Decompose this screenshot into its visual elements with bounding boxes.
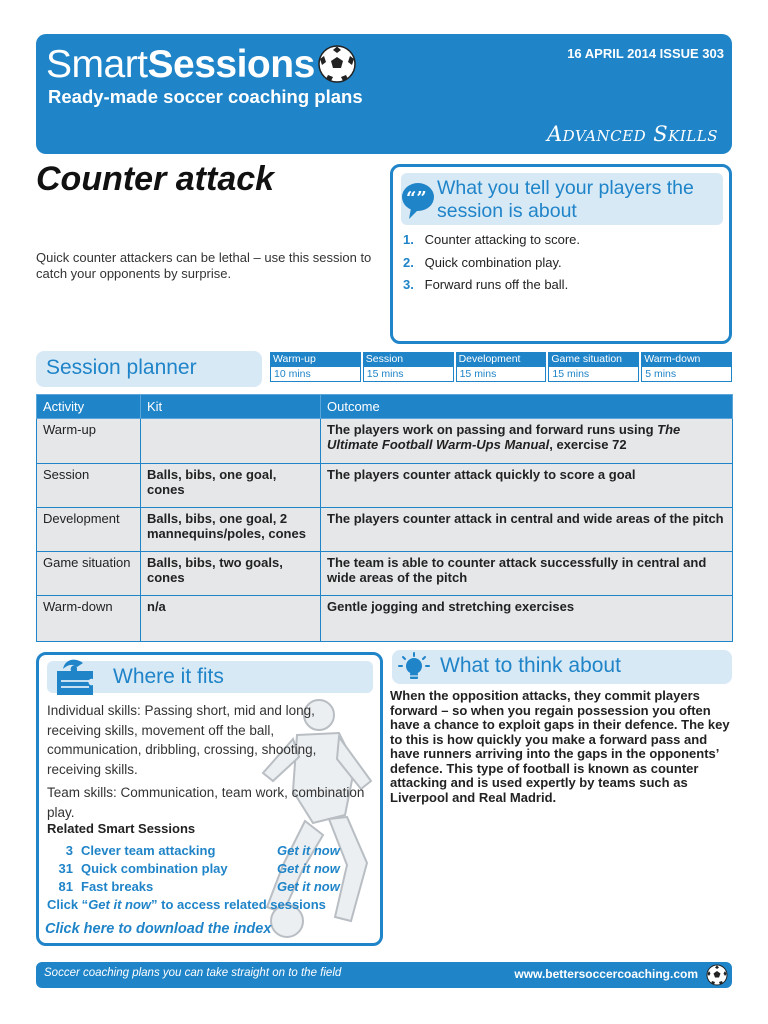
timing-cell: [641, 352, 732, 384]
list-item: [401, 229, 721, 252]
outcome-book-title: The Ultimate Football Warm-Ups Manual: [327, 422, 681, 452]
lightbulb-icon: [398, 652, 430, 682]
related-session-row[interactable]: [47, 877, 367, 895]
related-session-name: Clever team attacking: [81, 842, 216, 858]
click-get-it-now: Get it now: [88, 897, 152, 912]
activity-cell: Warm-up: [37, 419, 141, 464]
where-it-fits-title: Where it fits: [113, 665, 224, 688]
activity-cell: Game situation: [37, 552, 141, 596]
speech-bubble-quote-icon: [401, 179, 435, 221]
related-session-name: Quick combination play: [81, 860, 228, 876]
column-header: Outcome: [321, 395, 733, 419]
tell-players-header: [401, 173, 723, 225]
timing-cell: [270, 352, 361, 384]
list-item-text: Counter attacking to score.: [424, 232, 580, 247]
timing-mins: 15 mins: [548, 367, 639, 382]
table-row: [37, 552, 733, 596]
list-item-number: 3.: [403, 277, 414, 292]
column-header: Activity: [37, 395, 141, 419]
soccer-ball-icon: [317, 44, 357, 84]
kit-cell: n/a: [141, 596, 321, 642]
related-session-number: 81: [58, 878, 73, 894]
click-prefix: Click “: [47, 897, 89, 912]
kit-cell: Balls, bibs, two goals, cones: [141, 552, 321, 596]
header-banner: [36, 34, 732, 154]
table-row: [37, 508, 733, 552]
where-it-fits-panel: [36, 652, 383, 946]
logo-text-light: Smart: [46, 42, 148, 86]
related-sessions-list: [47, 841, 367, 895]
access-related-instruction: [47, 897, 326, 912]
session-planner-title: Session planner: [46, 356, 197, 379]
kit-cell: Balls, bibs, one goal, cones: [141, 464, 321, 508]
where-it-fits-header: [47, 661, 373, 693]
list-item-number: 2.: [403, 254, 414, 270]
team-skills-text: Team skills: Communication, team work, combination play.: [47, 785, 365, 820]
website-link[interactable]: www.bettersoccercoaching.com: [514, 967, 698, 981]
category-label: Advanced Skills: [546, 122, 718, 146]
outcome-cell: Gentle jogging and stretching exercises: [321, 596, 733, 642]
timing-phase: Development: [456, 352, 547, 367]
timing-mins: 15 mins: [363, 367, 454, 382]
timing-mins: 10 mins: [270, 367, 361, 382]
outcome-text: The players work on passing and forward runs using: [327, 422, 658, 437]
tell-players-panel: [390, 164, 732, 344]
get-it-now-link[interactable]: Get it now: [277, 878, 340, 894]
outcome-cell: The players counter attack quickly to score a goal: [321, 464, 733, 508]
timing-phase: Warm-up: [270, 352, 361, 367]
outcome-cell: [321, 419, 733, 464]
timing-cell: [363, 352, 454, 384]
footer-slogan: Soccer coaching plans you can take straight on to the field: [44, 967, 342, 979]
related-session-row[interactable]: [47, 859, 367, 877]
timing-phase: Warm-down: [641, 352, 732, 367]
activity-cell: Development: [37, 508, 141, 552]
timing-strip: [270, 352, 732, 384]
individual-skills-text: Individual skills: Passing short, mid and long, receiving skills, movement off the ball, communication, dribbling, crossing, shooting, receiving skills.: [47, 703, 317, 777]
session-plan-table: [36, 394, 733, 642]
related-session-number: 31: [58, 860, 73, 876]
list-item-number: 1.: [403, 232, 414, 247]
smart-sessions-logo: [46, 44, 357, 84]
column-header: Kit: [141, 395, 321, 419]
get-it-now-link[interactable]: Get it now: [277, 842, 340, 858]
related-session-number: 3: [65, 842, 73, 858]
list-item-text: Forward runs off the ball.: [424, 277, 569, 292]
download-index-link[interactable]: Click here to download the index: [45, 921, 272, 937]
jigsaw-piece-icon: [53, 657, 99, 697]
footer-bar: [36, 962, 732, 988]
soccer-ball-icon: [706, 964, 728, 986]
related-session-name: Fast breaks: [81, 878, 154, 894]
list-item: [401, 274, 721, 297]
timing-phase: Game situation: [548, 352, 639, 367]
think-about-title: What to think about: [440, 654, 621, 677]
table-row: [37, 464, 733, 508]
timing-phase: Session: [363, 352, 454, 367]
tell-players-title: What you tell your players the session is about: [437, 177, 694, 222]
timing-mins: 15 mins: [456, 367, 547, 382]
related-session-row[interactable]: [47, 841, 367, 859]
outcome-cell: The team is able to counter attack successfully in central and wide areas of the pitch: [321, 552, 733, 596]
timing-cell: [548, 352, 639, 384]
table-row: [37, 419, 733, 464]
list-item: [401, 252, 721, 275]
table-header-row: [37, 395, 733, 419]
related-sessions-heading: Related Smart Sessions: [47, 821, 196, 836]
logo-text-bold: Sessions: [147, 42, 315, 86]
where-it-fits-body: [47, 701, 367, 826]
think-about-body: When the opposition attacks, they commit players forward – so when you regain possession you often have a chance to exploit gaps in their defence. The key to this is how quickly you make a forward pass and have runners arriving into the gaps in the opponents’ defence. This type of football is known as counter attacking and is used expertly by teams such as Liverpool and Real Madrid.: [390, 688, 730, 805]
click-suffix: ” to access related sessions: [151, 897, 326, 912]
tell-players-list: [401, 229, 721, 297]
table-row: [37, 596, 733, 642]
activity-cell: Warm-down: [37, 596, 141, 642]
svg-text:“”: “”: [406, 188, 427, 209]
activity-cell: Session: [37, 464, 141, 508]
kit-cell: [141, 419, 321, 464]
page-title: Counter attack: [36, 160, 275, 198]
outcome-text-end: , exercise 72: [549, 436, 627, 452]
issue-date: 16 APRIL 2014 ISSUE 303: [567, 46, 724, 61]
list-item-text: Quick combination play.: [424, 254, 562, 270]
think-about-header: [392, 650, 732, 684]
kit-cell: Balls, bibs, one goal, 2 mannequins/poles, cones: [141, 508, 321, 552]
tagline: Ready-made soccer coaching plans: [48, 86, 363, 107]
intro-text: Quick counter attackers can be lethal – use this session to catch your opponents by surprise.: [36, 250, 372, 281]
timing-mins: 5 mins: [641, 367, 732, 382]
timing-cell: [456, 352, 547, 384]
get-it-now-link[interactable]: Get it now: [277, 860, 340, 876]
session-planner-label: [36, 351, 262, 387]
outcome-cell: The players counter attack in central and wide areas of the pitch: [321, 508, 733, 552]
